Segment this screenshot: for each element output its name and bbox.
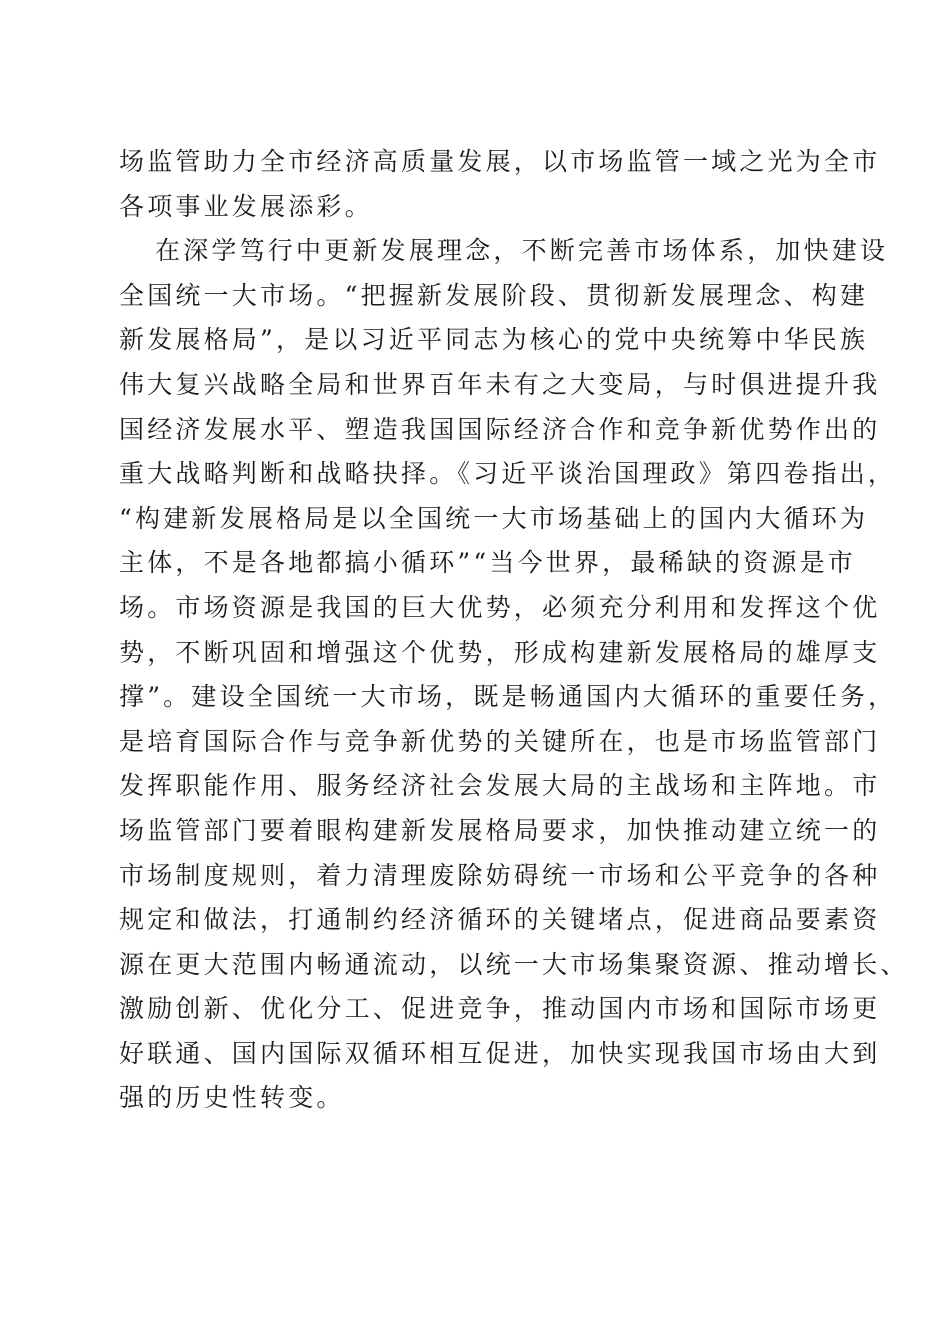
text-line: 新发展格局”，是以习近平同志为核心的党中央统筹中华民族 [119, 325, 869, 355]
paragraph-start-line: 在深学笃行中更新发展理念，不断完善市场体系，加快建设 [155, 236, 889, 266]
text-line: 主体，不是各地都搞小循环”“当今世界，最稀缺的资源是市 [119, 548, 856, 578]
text-line: 势，不断巩固和增强这个优势，形成构建新发展格局的雄厚支 [119, 637, 881, 667]
text-line: 是培育国际合作与竞争新优势的关键所在，也是市场监管部门 [119, 726, 881, 756]
text-line: 场监管部门要着眼构建新发展格局要求，加快推动建立统一的 [119, 815, 881, 845]
text-line: 撑”。建设全国统一大市场，既是畅通国内大循环的重要任务， [119, 682, 897, 712]
text-line: 伟大复兴战略全局和世界百年未有之大变局，与时俱进提升我 [119, 369, 881, 399]
text-line: 市场制度规则，着力清理废除妨碍统一市场和公平竞争的各种 [119, 860, 881, 890]
text-line: 强的历史性转变。 [119, 1083, 345, 1113]
text-line: “构建新发展格局是以全国统一大市场基础上的国内大循环为 [119, 503, 869, 533]
text-line: 规定和做法，打通制约经济循环的关键堵点，促进商品要素资 [119, 905, 881, 935]
text-line: 源在更大范围内畅通流动，以统一大市场集聚资源、推动增长、 [119, 949, 909, 979]
body-text [119, 140, 909, 1121]
text-line: 全国统一大市场。“把握新发展阶段、贯彻新发展理念、构建 [119, 280, 869, 310]
text-line: 各项事业发展添彩。 [119, 191, 373, 221]
text-line: 国经济发展水平、塑造我国国际经济合作和竞争新优势作出的 [119, 414, 881, 444]
text-line: 场。市场资源是我国的巨大优势，必须充分利用和发挥这个优 [119, 592, 881, 622]
text-line: 激励创新、优化分工、促进竞争，推动国内市场和国际市场更 [119, 994, 881, 1024]
text-line: 发挥职能作用、服务经济社会发展大局的主战场和主阵地。市 [119, 771, 881, 801]
text-line: 好联通、国内国际双循环相互促进，加快实现我国市场由大到 [119, 1038, 881, 1068]
text-line: 重大战略判断和战略抉择。《习近平谈治国理政》第四卷指出， [119, 459, 897, 489]
text-line: 场监管助力全市经济高质量发展，以市场监管一域之光为全市 [119, 147, 881, 176]
